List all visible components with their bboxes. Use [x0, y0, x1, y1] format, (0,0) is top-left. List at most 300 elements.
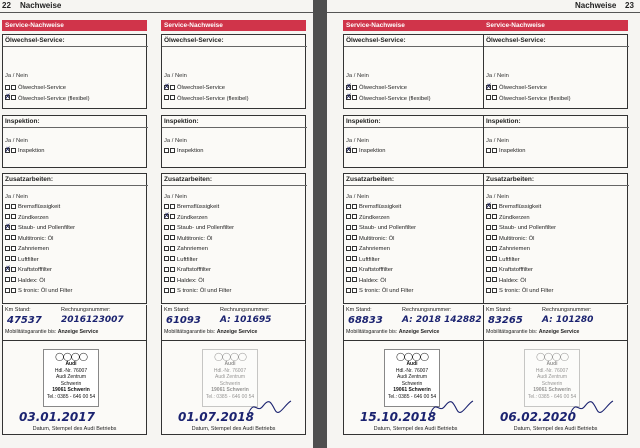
ja-checkbox[interactable]	[164, 225, 169, 230]
nein-checkbox[interactable]	[492, 85, 497, 90]
section-title: Zusatzarbeiten:	[486, 176, 535, 183]
section-title: Zusatzarbeiten:	[5, 176, 54, 183]
nein-checkbox[interactable]	[170, 95, 175, 100]
ja-nein-label: Ja / Nein	[346, 138, 369, 144]
checkbox-label: Kraftstofffilter	[499, 267, 533, 273]
signature-stroke	[571, 401, 613, 412]
service-column	[161, 20, 306, 432]
nein-checkbox[interactable]	[11, 214, 16, 219]
checkbox-row	[486, 202, 625, 213]
ja-checkbox[interactable]	[5, 85, 10, 90]
checkbox-label: Ölwechsel-Service	[177, 85, 225, 91]
ja-checkbox[interactable]	[346, 235, 351, 240]
ja-checkbox[interactable]	[5, 95, 10, 100]
rechnungsnummer-label: Rechnungsnummer:	[542, 307, 592, 313]
km-invoice-section	[483, 305, 628, 341]
checkbox-label: Zahnriemen	[359, 246, 390, 252]
stamp-caption: Datum, Stempel des Audi Betriebs	[32, 426, 117, 432]
checkbox-list	[346, 83, 485, 104]
book-gutter	[313, 0, 327, 448]
checkbox-label: Multitronic: Öl	[359, 235, 395, 242]
stamp-address: 19061 Schwerin	[211, 387, 249, 393]
zusatzarbeiten-section	[161, 173, 306, 304]
km-invoice-section	[343, 305, 488, 341]
nein-checkbox[interactable]	[170, 204, 175, 209]
checkbox-label: Luftfilter	[18, 256, 39, 263]
nein-checkbox[interactable]	[352, 95, 357, 100]
checkbox-row	[346, 234, 485, 245]
mobilitaetsgarantie	[486, 329, 579, 335]
checkbox-row	[346, 276, 485, 287]
ja-checkbox[interactable]	[486, 246, 491, 251]
stamp-section	[343, 341, 488, 435]
checkbox-row	[164, 94, 303, 105]
ja-nein-label: Ja / Nein	[164, 138, 187, 144]
ja-checkbox[interactable]	[346, 204, 351, 209]
ja-nein-label: Ja / Nein	[5, 73, 28, 79]
ja-nein-label: Ja / Nein	[346, 194, 369, 200]
ja-checkbox[interactable]	[346, 85, 351, 90]
rechnungsnummer-label: Rechnungsnummer:	[61, 307, 111, 313]
ja-checkbox[interactable]	[486, 204, 491, 209]
nein-checkbox[interactable]	[352, 204, 357, 209]
checkbox-label: Zündkerzen	[177, 214, 208, 221]
checkbox-row	[486, 83, 625, 94]
nein-checkbox[interactable]	[170, 256, 175, 261]
ja-nein-label: Ja / Nein	[5, 138, 28, 144]
stamp-phone: Tel.: 0385 - 646 00 54	[527, 393, 577, 400]
ja-checkbox[interactable]	[5, 267, 10, 272]
page-number: 22	[2, 1, 11, 10]
km-invoice-section	[2, 305, 147, 341]
checkbox-list	[5, 146, 144, 157]
stamp-hdl: Hdl.-Nr. 76007	[395, 367, 429, 374]
signature-stroke	[431, 401, 473, 412]
page-header	[327, 0, 640, 12]
ja-checkbox[interactable]	[164, 256, 169, 261]
service-column	[483, 20, 628, 432]
checkbox-row	[5, 265, 144, 276]
stamp-caption: Datum, Stempel des Audi Betriebs	[373, 426, 458, 432]
checkbox-label: Bremsflüssigkeit	[177, 204, 220, 210]
ja-checkbox[interactable]	[164, 85, 169, 90]
checkbox-label: S tronic: Öl und Filter	[18, 288, 73, 294]
nein-checkbox[interactable]	[170, 148, 175, 153]
nein-checkbox[interactable]	[492, 235, 497, 240]
checkbox-label: Bremsflüssigkeit	[359, 204, 402, 210]
checkbox-label: Staub- und Pollenfilter	[359, 225, 417, 231]
checkbox-label: Ölwechsel-Service (flexibel)	[177, 95, 249, 102]
checkbox-label: Staub- und Pollenfilter	[18, 225, 76, 231]
nein-checkbox[interactable]	[492, 225, 497, 230]
nein-checkbox[interactable]	[352, 246, 357, 251]
checkbox-row	[5, 94, 144, 105]
nein-checkbox[interactable]	[170, 235, 175, 240]
mobilitaetsgarantie	[5, 329, 98, 335]
checkbox-label: Zahnriemen	[18, 246, 49, 252]
section-title: Ölwechsel-Service:	[486, 37, 546, 44]
nein-checkbox[interactable]	[492, 256, 497, 261]
nein-checkbox[interactable]	[170, 277, 175, 282]
ja-checkbox[interactable]	[486, 95, 491, 100]
checkbox-label: Zahnriemen	[499, 246, 530, 252]
km-stand-label: Km Stand:	[346, 307, 372, 313]
stamp-hdl: Hdl.-Nr. 76007	[213, 367, 247, 374]
ja-checkbox[interactable]	[164, 95, 169, 100]
nein-checkbox[interactable]	[492, 288, 497, 293]
datum-value: 06.02.2020	[500, 410, 576, 424]
checkbox-label: Inspektion	[18, 148, 45, 154]
ja-checkbox[interactable]	[5, 204, 10, 209]
ja-nein-label: Ja / Nein	[5, 194, 28, 200]
nein-checkbox[interactable]	[492, 148, 497, 153]
ja-checkbox[interactable]	[486, 256, 491, 261]
checkbox-row	[346, 244, 485, 255]
nein-checkbox[interactable]	[492, 267, 497, 272]
zusatzarbeiten-section	[483, 173, 628, 304]
section-title: Inspektion:	[5, 118, 40, 125]
rechnung-value: A: 101280	[542, 315, 594, 325]
mobilitaet-value: Anzeige Service	[216, 329, 258, 335]
mobilitaet-label: Mobilitätsgarantie bis:	[486, 329, 538, 335]
checkbox-label: Haldex: Öl	[499, 277, 527, 284]
checkbox-list	[486, 202, 625, 297]
ja-nein-label: Ja / Nein	[346, 73, 369, 79]
nein-checkbox[interactable]	[352, 256, 357, 261]
stamp-address: 19061 Schwerin	[393, 387, 431, 393]
nein-checkbox[interactable]	[11, 95, 16, 100]
checkbox-row	[5, 286, 144, 297]
ja-checkbox[interactable]	[5, 214, 10, 219]
checkbox-label: Zündkerzen	[499, 214, 530, 221]
nein-checkbox[interactable]	[170, 246, 175, 251]
km-value: 68833	[348, 315, 383, 326]
checkbox-label: Luftfilter	[499, 256, 520, 263]
datum-value: 15.10.2018	[360, 410, 436, 424]
checkbox-label: Bremsflüssigkeit	[499, 204, 542, 210]
mobilitaet-label: Mobilitätsgarantie bis:	[346, 329, 398, 335]
checkbox-row	[5, 244, 144, 255]
stamp-city: Schwerin	[401, 380, 423, 387]
checkbox-row	[346, 146, 485, 157]
nein-checkbox[interactable]	[352, 85, 357, 90]
nein-checkbox[interactable]	[11, 277, 16, 282]
stamp-brand: Audi	[406, 361, 418, 367]
checkbox-list	[486, 83, 625, 104]
checkbox-row	[5, 83, 144, 94]
km-value: 61093	[166, 315, 201, 326]
checkbox-label: Kraftstofffilter	[18, 267, 52, 273]
stamp-name: Audi Zentrum	[55, 374, 86, 380]
km-value: 47537	[7, 315, 42, 326]
stamp-hdl: Hdl.-Nr. 76007	[535, 367, 569, 374]
km-labels	[164, 307, 303, 315]
stamp-phone: Tel.: 0385 - 646 00 54	[387, 393, 437, 400]
nein-checkbox[interactable]	[492, 277, 497, 282]
ja-checkbox[interactable]	[346, 277, 351, 282]
rechnung-value: A: 2018 142882	[402, 315, 482, 325]
km-stand-label: Km Stand:	[486, 307, 512, 313]
checkbox-row	[346, 223, 485, 234]
checkbox-row	[5, 146, 144, 157]
nein-checkbox[interactable]	[352, 288, 357, 293]
stamp-phone: Tel.: 0385 - 646 00 54	[46, 393, 96, 400]
checkbox-label: Haldex: Öl	[18, 277, 46, 284]
nein-checkbox[interactable]	[492, 214, 497, 219]
nein-checkbox[interactable]	[170, 267, 175, 272]
km-labels	[346, 307, 485, 315]
ja-checkbox[interactable]	[164, 277, 169, 282]
checkbox-row	[346, 94, 485, 105]
checkbox-list	[164, 146, 303, 157]
stamp-brand: Audi	[65, 361, 77, 367]
ja-checkbox[interactable]	[164, 204, 169, 209]
ja-checkbox[interactable]	[5, 256, 10, 261]
signature-stroke	[249, 401, 291, 412]
checkbox-row	[486, 234, 625, 245]
checkbox-row	[346, 265, 485, 276]
oelwechsel-section	[343, 34, 488, 109]
km-value: 83265	[488, 315, 523, 326]
checkbox-list	[164, 202, 303, 297]
page-header-title: Nachweise	[575, 1, 617, 10]
ja-checkbox[interactable]	[486, 85, 491, 90]
checkbox-row	[5, 213, 144, 224]
checkbox-row	[486, 146, 625, 157]
checkbox-label: Inspektion	[359, 148, 386, 154]
stamp-city: Schwerin	[60, 380, 82, 387]
column-title: Service-Nachweise	[2, 20, 147, 31]
nein-checkbox[interactable]	[352, 148, 357, 153]
stamp-name: Audi Zentrum	[536, 374, 567, 380]
checkbox-row	[164, 265, 303, 276]
ja-checkbox[interactable]	[486, 267, 491, 272]
checkbox-row	[5, 223, 144, 234]
nein-checkbox[interactable]	[11, 267, 16, 272]
service-column	[2, 20, 147, 432]
checkbox-row	[5, 234, 144, 245]
checkbox-row	[346, 213, 485, 224]
nein-checkbox[interactable]	[352, 267, 357, 272]
checkbox-list	[346, 146, 485, 157]
section-title: Ölwechsel-Service:	[5, 37, 65, 44]
checkbox-label: Multitronic: Öl	[499, 235, 535, 242]
km-invoice-section	[161, 305, 306, 341]
section-title: Ölwechsel-Service:	[346, 37, 406, 44]
mobilitaet-label: Mobilitätsgarantie bis:	[164, 329, 216, 335]
ja-checkbox[interactable]	[486, 277, 491, 282]
checkbox-label: Kraftstofffilter	[359, 267, 393, 273]
nein-checkbox[interactable]	[352, 214, 357, 219]
ja-checkbox[interactable]	[346, 246, 351, 251]
checkbox-label: Zahnriemen	[177, 246, 208, 252]
checkbox-row	[164, 255, 303, 266]
left-page	[0, 0, 313, 448]
ja-checkbox[interactable]	[346, 225, 351, 230]
stamp-city: Schwerin	[541, 380, 563, 387]
ja-nein-label: Ja / Nein	[164, 73, 187, 79]
page-header	[0, 0, 313, 12]
inspektion-section	[161, 115, 306, 168]
nein-checkbox[interactable]	[11, 225, 16, 230]
ja-checkbox[interactable]	[486, 235, 491, 240]
km-stand-label: Km Stand:	[5, 307, 31, 313]
nein-checkbox[interactable]	[352, 225, 357, 230]
ja-checkbox[interactable]	[486, 225, 491, 230]
checkbox-label: Ölwechsel-Service	[18, 85, 66, 91]
checkbox-list	[346, 202, 485, 297]
nein-checkbox[interactable]	[170, 288, 175, 293]
checkbox-row	[164, 202, 303, 213]
ja-checkbox[interactable]	[346, 214, 351, 219]
checkbox-label: Ölwechsel-Service (flexibel)	[359, 95, 431, 102]
ja-checkbox[interactable]	[346, 256, 351, 261]
checkbox-row	[164, 244, 303, 255]
checkbox-label: Kraftstofffilter	[177, 267, 211, 273]
checkbox-label: Staub- und Pollenfilter	[499, 225, 557, 231]
ja-checkbox[interactable]	[5, 148, 10, 153]
ja-checkbox[interactable]	[164, 246, 169, 251]
stamp-hdl: Hdl.-Nr. 76007	[54, 367, 88, 374]
section-title: Inspektion:	[164, 118, 199, 125]
checkbox-row	[486, 213, 625, 224]
ja-checkbox[interactable]	[486, 148, 491, 153]
datum-value: 03.01.2017	[19, 410, 95, 424]
stamp-phone: Tel.: 0385 - 646 00 54	[205, 393, 255, 400]
checkbox-label: Ölwechsel-Service (flexibel)	[18, 95, 90, 102]
stamp-brand: Audi	[224, 361, 236, 367]
checkbox-list	[5, 83, 144, 104]
checkbox-row	[164, 286, 303, 297]
checkbox-row	[164, 213, 303, 224]
ja-nein-label: Ja / Nein	[164, 194, 187, 200]
nein-checkbox[interactable]	[170, 225, 175, 230]
ja-checkbox[interactable]	[5, 235, 10, 240]
checkbox-row	[346, 202, 485, 213]
datum-value: 01.07.2018	[178, 410, 254, 424]
ja-checkbox[interactable]	[346, 95, 351, 100]
km-stand-label: Km Stand:	[164, 307, 190, 313]
nein-checkbox[interactable]	[11, 204, 16, 209]
audi-rings-logo: ◯◯◯◯	[214, 352, 246, 361]
stamp-section	[2, 341, 147, 435]
checkbox-row	[486, 255, 625, 266]
nein-checkbox[interactable]	[11, 288, 16, 293]
nein-checkbox[interactable]	[492, 204, 497, 209]
stamp-address: 19061 Schwerin	[52, 387, 90, 393]
mobilitaet-label: Mobilitätsgarantie bis:	[5, 329, 57, 335]
rechnungsnummer-label: Rechnungsnummer:	[402, 307, 452, 313]
nein-checkbox[interactable]	[170, 214, 175, 219]
ja-checkbox[interactable]	[486, 214, 491, 219]
rechnung-value: 2016123007	[61, 315, 124, 325]
ja-checkbox[interactable]	[5, 288, 10, 293]
checkbox-label: Multitronic: Öl	[18, 235, 54, 242]
checkbox-row	[5, 276, 144, 287]
ja-checkbox[interactable]	[5, 246, 10, 251]
checkbox-row	[164, 223, 303, 234]
checkbox-row	[164, 83, 303, 94]
km-labels	[5, 307, 144, 315]
column-title: Service-Nachweise	[161, 20, 306, 31]
mobilitaet-value: Anzeige Service	[398, 329, 440, 335]
stamp-name: Audi Zentrum	[396, 374, 427, 380]
ja-checkbox[interactable]	[164, 288, 169, 293]
ja-checkbox[interactable]	[5, 225, 10, 230]
nein-checkbox[interactable]	[11, 235, 16, 240]
mobilitaet-value: Anzeige Service	[57, 329, 99, 335]
ja-checkbox[interactable]	[164, 214, 169, 219]
checkbox-row	[164, 276, 303, 287]
stamp-address: 19061 Schwerin	[533, 387, 571, 393]
checkbox-list	[486, 146, 625, 157]
mobilitaet-value: Anzeige Service	[538, 329, 580, 335]
section-title: Zusatzarbeiten:	[346, 176, 395, 183]
nein-checkbox[interactable]	[352, 277, 357, 282]
ja-checkbox[interactable]	[346, 267, 351, 272]
checkbox-label: S tronic: Öl und Filter	[359, 288, 414, 294]
checkbox-row	[5, 255, 144, 266]
page-header-title: Nachweise	[20, 1, 62, 10]
checkbox-row	[164, 146, 303, 157]
stamp-brand: Audi	[546, 361, 558, 367]
nein-checkbox[interactable]	[11, 85, 16, 90]
right-page	[327, 0, 640, 448]
inspektion-section	[483, 115, 628, 168]
ja-checkbox[interactable]	[346, 148, 351, 153]
checkbox-label: Luftfilter	[359, 256, 380, 263]
ja-checkbox[interactable]	[164, 267, 169, 272]
section-title: Inspektion:	[346, 118, 381, 125]
nein-checkbox[interactable]	[11, 246, 16, 251]
checkbox-list	[164, 83, 303, 104]
checkbox-row	[164, 234, 303, 245]
audi-rings-logo: ◯◯◯◯	[536, 352, 568, 361]
checkbox-label: Multitronic: Öl	[177, 235, 213, 242]
mobilitaetsgarantie	[346, 329, 439, 335]
ja-checkbox[interactable]	[346, 288, 351, 293]
section-title: Inspektion:	[486, 118, 521, 125]
stamp-city: Schwerin	[219, 380, 241, 387]
checkbox-label: Zündkerzen	[359, 214, 390, 221]
header-divider	[327, 12, 640, 13]
checkbox-label: Haldex: Öl	[177, 277, 205, 284]
nein-checkbox[interactable]	[11, 256, 16, 261]
checkbox-row	[486, 244, 625, 255]
checkbox-list	[5, 202, 144, 297]
checkbox-row	[346, 286, 485, 297]
nein-checkbox[interactable]	[492, 246, 497, 251]
nein-checkbox[interactable]	[11, 148, 16, 153]
checkbox-row	[486, 94, 625, 105]
dealer-stamp	[43, 349, 99, 407]
nein-checkbox[interactable]	[492, 95, 497, 100]
ja-checkbox[interactable]	[5, 277, 10, 282]
zusatzarbeiten-section	[2, 173, 147, 304]
nein-checkbox[interactable]	[170, 85, 175, 90]
stamp-section	[483, 341, 628, 435]
nein-checkbox[interactable]	[352, 235, 357, 240]
checkbox-label: Luftfilter	[177, 256, 198, 263]
checkbox-label: Staub- und Pollenfilter	[177, 225, 235, 231]
oelwechsel-section	[2, 34, 147, 109]
ja-checkbox[interactable]	[164, 235, 169, 240]
ja-checkbox[interactable]	[164, 148, 169, 153]
stamp-caption: Datum, Stempel des Audi Betriebs	[513, 426, 598, 432]
checkbox-label: Bremsflüssigkeit	[18, 204, 61, 210]
ja-checkbox[interactable]	[486, 288, 491, 293]
audi-rings-logo: ◯◯◯◯	[396, 352, 428, 361]
